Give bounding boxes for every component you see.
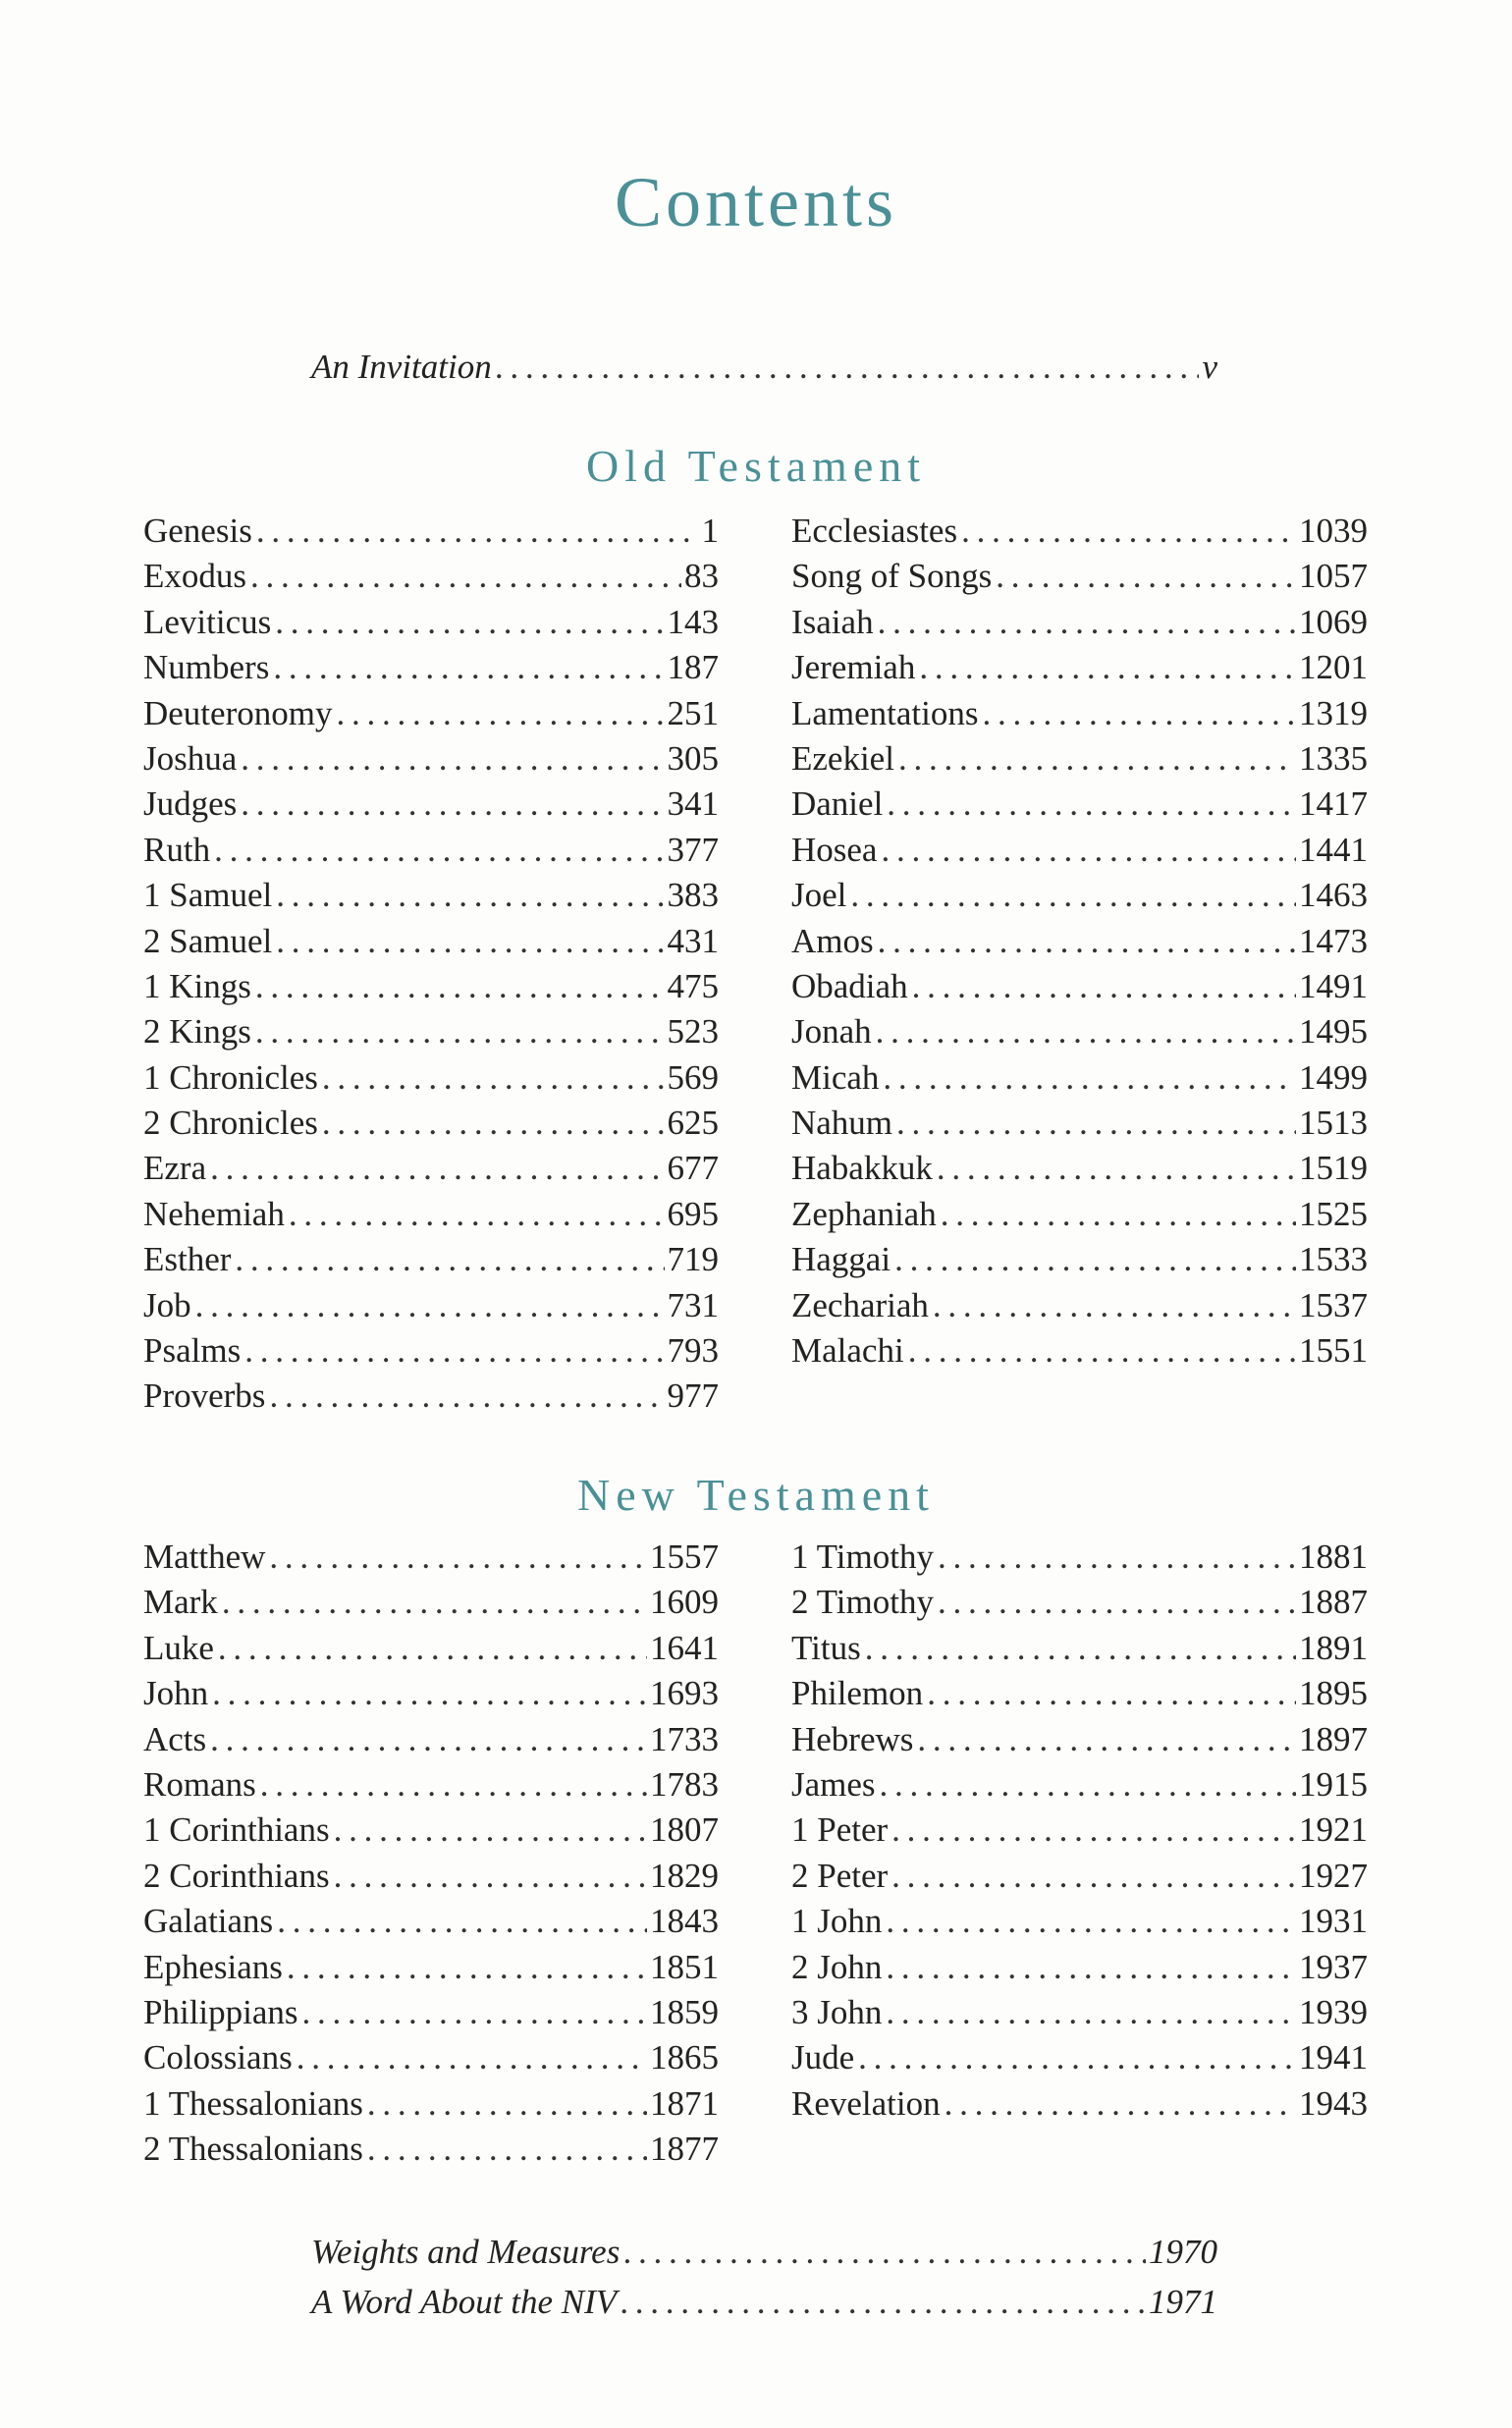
entry-page: 569 <box>667 1057 719 1097</box>
dot-leader <box>876 1009 1296 1054</box>
entry-label: 2 Chronicles <box>143 1104 318 1143</box>
entry-page: 1921 <box>1299 1810 1368 1850</box>
toc-entry[interactable] <box>791 691 1368 736</box>
toc-entry[interactable] <box>791 2081 1368 2127</box>
dot-leader <box>334 1854 647 1899</box>
entry-page: 1495 <box>1299 1012 1368 1052</box>
toc-entry[interactable] <box>791 782 1368 827</box>
dot-leader <box>287 1945 647 1990</box>
entry-label: Haggai <box>791 1240 891 1279</box>
entry-label: Malachi <box>791 1331 904 1371</box>
toc-entry[interactable] <box>143 1237 719 1282</box>
entry-label: Numbers <box>143 648 270 687</box>
toc-entry[interactable] <box>791 1009 1368 1054</box>
entry-label: Nehemiah <box>143 1194 285 1233</box>
entry-page: 1927 <box>1299 1856 1368 1895</box>
dot-leader <box>210 1146 664 1191</box>
dot-leader <box>883 1055 1296 1101</box>
entry-page: 1881 <box>1299 1538 1368 1576</box>
toc-entry[interactable] <box>791 828 1368 873</box>
entry-page: 1937 <box>1299 1947 1368 1986</box>
entry-page: 1057 <box>1299 557 1368 596</box>
entry-page: 83 <box>684 557 719 596</box>
entry-page: 1970 <box>1149 2233 1217 2271</box>
toc-entry[interactable] <box>791 554 1368 599</box>
page-title: Contents <box>614 163 897 242</box>
entry-page: 1829 <box>650 1856 719 1895</box>
entry-label: Habakkuk <box>791 1149 933 1188</box>
entry-page: 1525 <box>1299 1194 1368 1233</box>
dot-leader <box>898 736 1296 782</box>
toc-entry[interactable] <box>791 1854 1368 1899</box>
entry-label: Hebrews <box>791 1719 914 1758</box>
entry-label: Judges <box>143 784 238 824</box>
dot-leader <box>269 1374 664 1419</box>
entry-page: 431 <box>667 921 719 960</box>
entry-label: Titus <box>791 1628 861 1667</box>
entry-page: 1039 <box>1299 512 1368 550</box>
entry-page: 523 <box>667 1012 719 1052</box>
toc-entry[interactable] <box>143 554 719 599</box>
dot-leader <box>858 2035 1296 2080</box>
entry-label: Deuteronomy <box>143 693 333 732</box>
dot-leader <box>275 600 664 645</box>
dot-leader <box>887 782 1296 827</box>
dot-leader <box>927 1671 1296 1716</box>
entry-page: 1693 <box>650 1674 719 1713</box>
entry-page: 1473 <box>1299 921 1368 960</box>
entry-page: 1513 <box>1299 1104 1368 1143</box>
entry-page: 143 <box>667 602 719 641</box>
toc-entry[interactable] <box>791 2035 1368 2080</box>
toc-entry[interactable] <box>143 1374 719 1419</box>
entry-page: 625 <box>667 1104 719 1143</box>
entry-label: Mark <box>143 1583 218 1622</box>
toc-entry[interactable] <box>791 1580 1368 1625</box>
dot-leader <box>297 2035 647 2080</box>
toc-entry[interactable] <box>143 1626 719 1671</box>
entry-label: Ezra <box>143 1149 207 1188</box>
entry-page: 1931 <box>1299 1902 1368 1941</box>
dot-leader <box>886 1899 1296 1944</box>
entry-page: 1877 <box>650 2130 719 2169</box>
entry-label: Zechariah <box>791 1285 929 1324</box>
toc-entry[interactable] <box>143 828 719 873</box>
toc-entry[interactable] <box>311 345 1217 390</box>
toc-entry[interactable] <box>791 873 1368 918</box>
dot-leader <box>241 782 664 827</box>
entry-label: Micah <box>791 1057 880 1097</box>
dot-leader <box>891 1854 1296 1899</box>
entry-page: 977 <box>667 1376 719 1416</box>
entry-page: 1783 <box>650 1764 719 1804</box>
entry-page: 1915 <box>1299 1764 1368 1804</box>
toc-entry[interactable] <box>143 1101 719 1146</box>
dot-leader <box>235 1237 664 1282</box>
toc-entry[interactable] <box>791 645 1368 690</box>
toc-entry[interactable] <box>791 1055 1368 1101</box>
toc-entry[interactable] <box>791 1192 1368 1237</box>
entry-page: 1851 <box>650 1947 719 1986</box>
toc-entry[interactable] <box>791 1762 1368 1808</box>
entry-label: A Word About the NIV <box>311 2283 618 2321</box>
dot-leader <box>269 1535 647 1580</box>
entry-label: Ephesians <box>143 1947 283 1986</box>
entry-label: Genesis <box>143 512 252 550</box>
entry-label: Lamentations <box>791 693 979 732</box>
toc-entry[interactable] <box>143 1283 719 1328</box>
entry-page: 1733 <box>650 1719 719 1758</box>
entry-page: 1807 <box>650 1810 719 1850</box>
entry-label: 2 Samuel <box>143 921 273 960</box>
entry-page: 377 <box>667 830 719 869</box>
toc-entry[interactable] <box>791 1283 1368 1328</box>
toc-entry[interactable] <box>143 1535 719 1580</box>
entry-label: 2 Corinthians <box>143 1856 330 1895</box>
entry-label: Luke <box>143 1628 214 1667</box>
dot-leader <box>322 1101 665 1146</box>
entry-page: 1551 <box>1299 1331 1368 1371</box>
entry-page: 1069 <box>1299 602 1368 641</box>
entry-page: 1319 <box>1299 693 1368 732</box>
entry-label: 2 Peter <box>791 1856 889 1895</box>
entry-label: Psalms <box>143 1331 242 1371</box>
entry-page: 1441 <box>1299 830 1368 869</box>
dot-leader <box>996 554 1296 599</box>
entry-page: 1943 <box>1299 2083 1368 2123</box>
entry-page: 1895 <box>1299 1674 1368 1713</box>
entry-label: An Invitation <box>311 348 492 386</box>
entry-label: Amos <box>791 921 874 960</box>
toc-entry[interactable] <box>143 1580 719 1625</box>
dot-leader <box>256 509 699 554</box>
toc-entry[interactable] <box>791 1671 1368 1716</box>
dot-leader <box>896 1101 1296 1146</box>
toc-entry[interactable] <box>143 2081 719 2127</box>
entry-label: Ecclesiastes <box>791 512 958 550</box>
dot-leader <box>912 964 1296 1009</box>
dot-leader <box>322 1055 665 1101</box>
dot-leader <box>894 1237 1296 1282</box>
dot-leader <box>937 1146 1296 1191</box>
entry-label: Galatians <box>143 1902 274 1941</box>
dot-leader <box>621 2277 1146 2327</box>
dot-leader <box>273 645 664 690</box>
entry-page: 731 <box>667 1285 719 1324</box>
toc-entry[interactable] <box>791 600 1368 645</box>
entry-page: 1335 <box>1299 738 1368 778</box>
entry-label: Song of Songs <box>791 557 993 596</box>
entry-page: 1859 <box>650 1992 719 2031</box>
entry-page: 341 <box>667 784 719 824</box>
dot-leader <box>260 1762 647 1808</box>
entry-label: Obadiah <box>791 966 908 1005</box>
entry-page: 1941 <box>1299 2038 1368 2077</box>
toc-entry[interactable] <box>143 1945 719 1990</box>
entry-label: 1 John <box>791 1902 883 1941</box>
toc-entry[interactable] <box>143 1717 719 1762</box>
entry-page: 1871 <box>650 2083 719 2123</box>
entry-page: 1491 <box>1299 966 1368 1005</box>
entry-page: 1519 <box>1299 1149 1368 1188</box>
entry-label: 2 Kings <box>143 1012 251 1052</box>
toc-entry[interactable] <box>791 1237 1368 1282</box>
entry-label: Esther <box>143 1240 232 1279</box>
dot-leader <box>881 828 1296 873</box>
toc-entry[interactable] <box>143 1899 719 1944</box>
entry-label: Exodus <box>143 557 246 596</box>
entry-label: Philemon <box>791 1674 924 1713</box>
entry-page: 1887 <box>1299 1583 1368 1622</box>
entry-page: 1 <box>701 512 719 550</box>
toc-entry[interactable] <box>143 873 719 918</box>
dot-leader <box>886 1990 1296 2035</box>
entry-page: 695 <box>667 1194 719 1233</box>
dot-leader <box>941 1192 1296 1237</box>
entry-page: 1201 <box>1299 648 1368 687</box>
toc-entry[interactable] <box>791 1717 1368 1762</box>
dot-leader <box>878 919 1296 964</box>
entry-label: Nahum <box>791 1104 893 1143</box>
toc-entry[interactable] <box>143 691 719 736</box>
toc-entry[interactable] <box>143 509 719 554</box>
entry-label: Jonah <box>791 1012 872 1052</box>
toc-entry[interactable] <box>143 964 719 1009</box>
toc-entry[interactable] <box>791 1808 1368 1853</box>
toc-entry[interactable] <box>143 2035 719 2080</box>
dot-leader <box>938 1580 1296 1625</box>
toc-entry[interactable] <box>143 1192 719 1237</box>
dot-leader <box>336 691 664 736</box>
dot-leader <box>244 1328 664 1374</box>
entry-page: 1939 <box>1299 1992 1368 2031</box>
toc-entry[interactable] <box>791 1990 1368 2035</box>
dot-leader <box>983 691 1296 736</box>
dot-leader <box>367 2127 647 2172</box>
entry-page: 677 <box>667 1149 719 1188</box>
entry-label: Ruth <box>143 830 211 869</box>
entry-page: 719 <box>667 1240 719 1279</box>
entry-page: 1641 <box>650 1628 719 1667</box>
toc-entry[interactable] <box>143 1808 719 1853</box>
entry-label: Hosea <box>791 830 878 869</box>
dot-leader <box>496 345 1200 390</box>
dot-leader <box>276 919 664 964</box>
entry-label: 2 Thessalonians <box>143 2130 363 2169</box>
entry-label: Jude <box>791 2038 855 2077</box>
back-matter <box>311 2227 1217 2327</box>
dot-leader <box>195 1283 665 1328</box>
toc-entry[interactable] <box>143 2127 719 2172</box>
entry-label: Joel <box>791 876 847 915</box>
entry-label: 3 John <box>791 1992 883 2031</box>
toc-entry[interactable] <box>143 736 719 782</box>
toc-entry[interactable] <box>143 1146 719 1191</box>
entry-page: 251 <box>667 693 719 732</box>
dot-leader <box>334 1808 647 1853</box>
entry-label: Leviticus <box>143 602 272 641</box>
dot-leader <box>880 1762 1296 1808</box>
entry-label: Zephaniah <box>791 1194 937 1233</box>
entry-page: 305 <box>667 738 719 778</box>
entry-label: Revelation <box>791 2083 941 2123</box>
entry-label: Colossians <box>143 2038 293 2077</box>
entry-page: 1865 <box>650 2038 719 2077</box>
toc-entry[interactable] <box>143 1009 719 1054</box>
entry-label: Philippians <box>143 1992 298 2031</box>
dot-leader <box>250 554 681 599</box>
dot-leader <box>222 1580 647 1625</box>
toc-entry[interactable] <box>311 2277 1217 2327</box>
dot-leader <box>623 2227 1146 2277</box>
entry-label: Acts <box>143 1719 207 1758</box>
entry-label: 1 Thessalonians <box>143 2083 363 2123</box>
toc-entry[interactable] <box>791 1101 1368 1146</box>
toc-entry[interactable] <box>143 1990 719 2035</box>
entry-page: 1891 <box>1299 1628 1368 1667</box>
old-testament-right-column <box>791 509 1368 1374</box>
dot-leader <box>302 1990 647 2035</box>
entry-page: 1533 <box>1299 1240 1368 1279</box>
entry-page: v <box>1202 348 1217 386</box>
toc-entry[interactable] <box>143 919 719 964</box>
dot-leader <box>218 1626 647 1671</box>
dot-leader <box>850 873 1296 918</box>
entry-page: 1609 <box>650 1583 719 1622</box>
old-testament-heading: Old Testament <box>585 441 927 491</box>
new-testament-heading: New Testament <box>577 1470 935 1520</box>
entry-label: 1 Chronicles <box>143 1057 318 1097</box>
entry-label: 1 Kings <box>143 966 251 1005</box>
new-testament-right-column <box>791 1535 1368 2127</box>
entry-label: Jeremiah <box>791 648 916 687</box>
dot-leader <box>917 1717 1296 1762</box>
entry-label: 2 John <box>791 1947 883 1986</box>
toc-entry[interactable] <box>791 1945 1368 1990</box>
entry-page: 1971 <box>1149 2283 1217 2321</box>
toc-entry[interactable] <box>143 1328 719 1374</box>
entry-page: 1463 <box>1299 876 1368 915</box>
dot-leader <box>255 1009 665 1054</box>
entry-page: 187 <box>667 648 719 687</box>
dot-leader <box>919 645 1296 690</box>
dot-leader <box>241 736 664 782</box>
toc-entry[interactable] <box>143 1854 719 1899</box>
dot-leader <box>367 2081 647 2127</box>
dot-leader <box>945 2081 1296 2127</box>
toc-entry[interactable] <box>791 1626 1368 1671</box>
dot-leader <box>886 1945 1296 1990</box>
toc-entry[interactable] <box>791 919 1368 964</box>
toc-entry[interactable] <box>791 1535 1368 1580</box>
toc-entry[interactable] <box>791 509 1368 554</box>
entry-page: 1499 <box>1299 1057 1368 1097</box>
toc-entry[interactable] <box>143 645 719 690</box>
dot-leader <box>865 1626 1296 1671</box>
entry-label: Matthew <box>143 1538 266 1576</box>
entry-label: Ezekiel <box>791 738 894 778</box>
entry-label: 1 Corinthians <box>143 1810 330 1850</box>
entry-label: 1 Timothy <box>791 1538 934 1576</box>
entry-page: 1897 <box>1299 1719 1368 1758</box>
entry-page: 1537 <box>1299 1285 1368 1324</box>
entry-label: 2 Timothy <box>791 1583 934 1622</box>
entry-label: Joshua <box>143 738 238 778</box>
old-testament-left-column <box>143 509 719 1420</box>
toc-entry[interactable] <box>311 2227 1217 2277</box>
dot-leader <box>255 964 665 1009</box>
toc-entry[interactable] <box>791 1899 1368 1944</box>
entry-label: 1 Peter <box>791 1810 889 1850</box>
entry-label: James <box>791 1764 876 1804</box>
dot-leader <box>878 600 1296 645</box>
toc-entry[interactable] <box>791 1146 1368 1191</box>
dot-leader <box>277 1899 647 1944</box>
dot-leader <box>276 873 664 918</box>
toc-entry[interactable] <box>143 1671 719 1716</box>
dot-leader <box>212 1671 647 1716</box>
dot-leader <box>289 1192 665 1237</box>
entry-page: 475 <box>667 966 719 1005</box>
dot-leader <box>938 1535 1296 1580</box>
entry-label: Daniel <box>791 784 884 824</box>
entry-page: 793 <box>667 1331 719 1371</box>
dot-leader <box>933 1283 1296 1328</box>
dot-leader <box>908 1328 1296 1374</box>
entry-page: 1843 <box>650 1902 719 1941</box>
toc-entry[interactable] <box>143 600 719 645</box>
entry-label: Job <box>143 1285 191 1324</box>
entry-label: John <box>143 1674 209 1713</box>
toc-entry[interactable] <box>143 1762 719 1808</box>
toc-entry[interactable] <box>791 736 1368 782</box>
new-testament-left-column <box>143 1535 719 2172</box>
entry-label: Weights and Measures <box>311 2233 621 2271</box>
entry-label: Isaiah <box>791 602 874 641</box>
toc-entry[interactable] <box>143 1055 719 1101</box>
dot-leader <box>891 1808 1296 1853</box>
dot-leader <box>214 828 664 873</box>
entry-page: 1417 <box>1299 784 1368 824</box>
dot-leader <box>210 1717 647 1762</box>
dot-leader <box>961 509 1296 554</box>
toc-entry[interactable] <box>791 964 1368 1009</box>
entry-page: 1557 <box>650 1538 719 1576</box>
entry-label: 1 Samuel <box>143 876 273 915</box>
toc-entry[interactable] <box>791 1328 1368 1374</box>
entry-page: 383 <box>667 876 719 915</box>
entry-label: Romans <box>143 1764 256 1804</box>
entry-label: Proverbs <box>143 1376 266 1416</box>
toc-entry[interactable] <box>143 782 719 827</box>
